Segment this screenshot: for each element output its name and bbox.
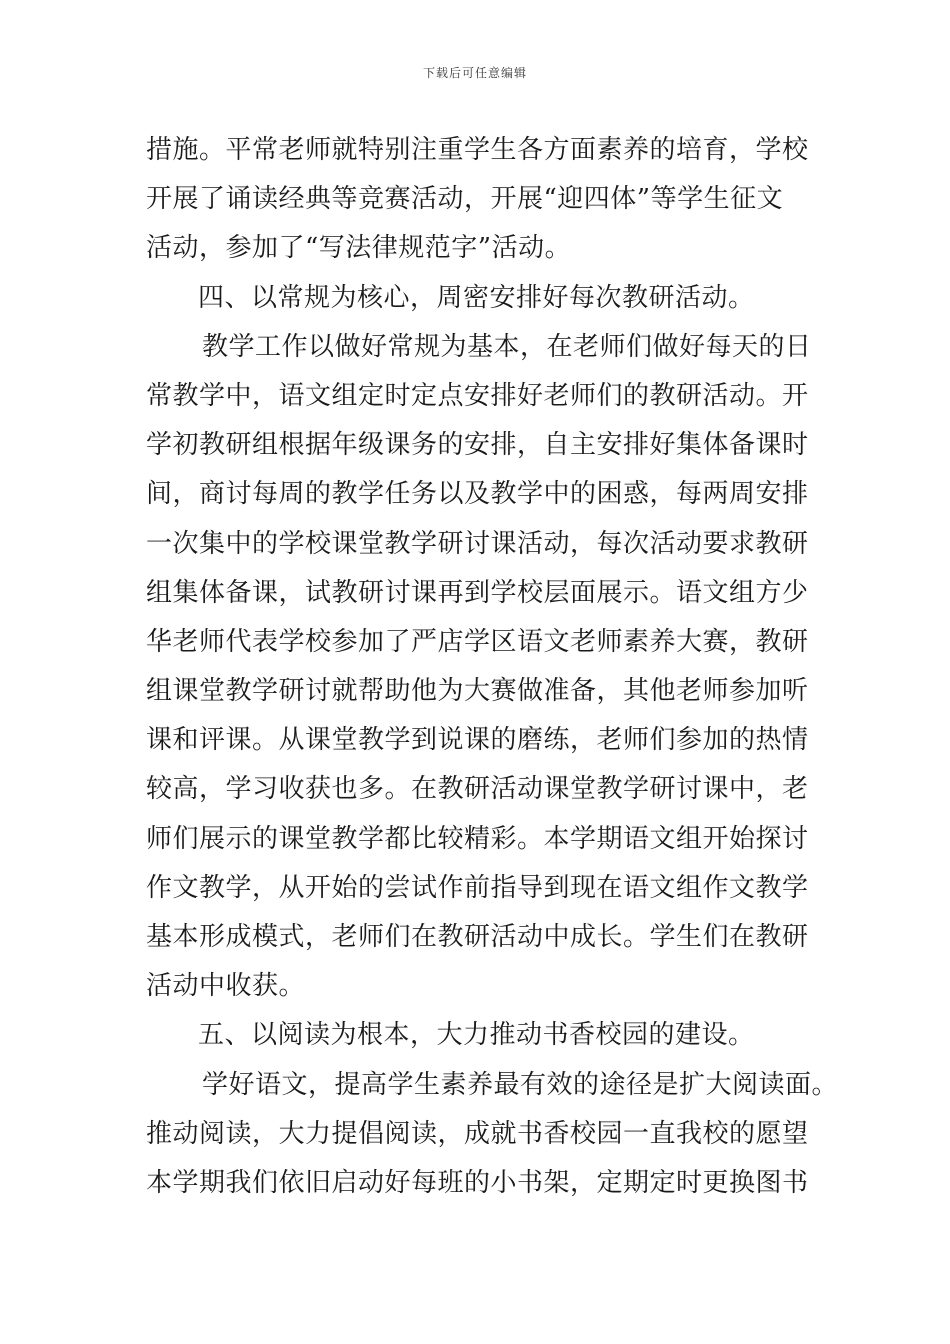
text-line: 活动中收获。 — [146, 971, 306, 1002]
text-line: 师们展示的课堂教学都比较精彩。本学期语文组开始探讨 — [146, 823, 809, 854]
text-line: 组集体备课，试教研讨课再到学校层面展示。语文组方少 — [146, 577, 809, 608]
text-line: 课和评课。从课堂教学到说课的磨练，老师们参加的热情 — [146, 725, 809, 756]
text-line: 华老师代表学校参加了严店学区语文老师素养大赛，教研 — [146, 626, 809, 657]
section-heading: 五、以阅读为根本，大力推动书香校园的建设。 — [198, 1020, 755, 1051]
text-line: 推动阅读，大力提倡阅读，成就书香校园一直我校的愿望 — [146, 1118, 809, 1149]
section-heading: 四、以常规为核心，周密安排好每次教研活动。 — [198, 282, 755, 313]
text-line: 作文教学，从开始的尝试作前指导到现在语文组作文教学 — [146, 872, 809, 903]
text-line: 学初教研组根据年级课务的安排，自主安排好集体备课时 — [146, 430, 809, 461]
text-line: 一次集中的学校课堂教学研讨课活动，每次活动要求教研 — [146, 528, 809, 559]
text-line: 本学期我们依旧启动好每班的小书架，定期定时更换图书 — [146, 1167, 809, 1198]
text-line: 常教学中，语文组定时定点安排好老师们的教研活动。开 — [146, 380, 809, 411]
page-header: 下载后可任意编辑 — [422, 66, 527, 80]
text-line: 措施。平常老师就特别注重学生各方面素养的培育，学校 — [146, 135, 809, 165]
text-line: 教学工作以做好常规为基本，在老师们做好每天的日 — [202, 331, 812, 362]
text-line: 间，商讨每周的教学任务以及教学中的困惑，每两周安排 — [146, 479, 809, 510]
text-line: 活动，参加了“写法律规范字”活动。 — [146, 233, 572, 264]
document-body — [146, 126, 839, 1208]
text-line: 基本形成模式，老师们在教研活动中成长。学生们在教研 — [146, 922, 809, 952]
text-line: 较高，学习收获也多。在教研活动课堂教学研讨课中，老 — [146, 774, 809, 805]
text-line: 学好语文，提高学生素养最有效的途径是扩大阅读面。 — [202, 1069, 839, 1100]
text-line: 开展了诵读经典等竞赛活动，开展“迎四体”等学生征文 — [146, 184, 784, 215]
text-line: 组课堂教学研讨就帮助他为大赛做准备，其他老师参加听 — [146, 676, 809, 707]
